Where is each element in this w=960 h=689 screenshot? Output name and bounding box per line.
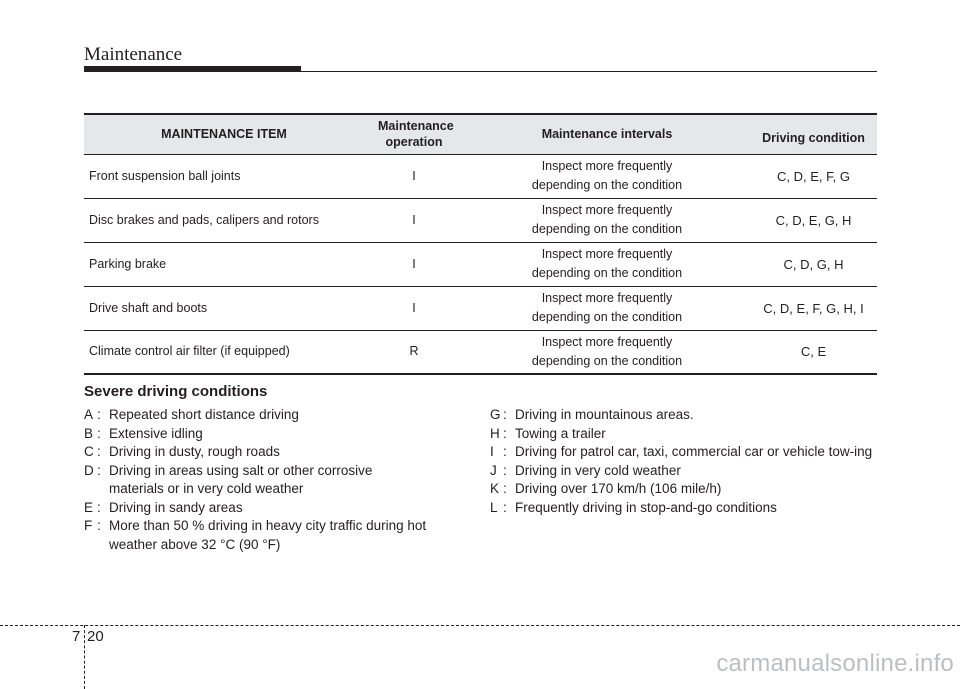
condition-colon: : bbox=[503, 407, 507, 422]
condition-item bbox=[84, 443, 464, 462]
condition-text: Frequently driving in stop-and-go conditions bbox=[515, 499, 777, 515]
condition-letter: G bbox=[490, 407, 501, 422]
condition-colon: : bbox=[503, 444, 507, 459]
condition-text: Towing a trailer bbox=[515, 425, 606, 441]
row-operation: R bbox=[409, 344, 419, 359]
condition-letter: J bbox=[490, 462, 497, 478]
severe-conditions-title: Severe driving conditions bbox=[84, 383, 268, 400]
condition-text: Driving in areas using salt or other corrosive materials or in very cold weather bbox=[109, 462, 373, 496]
condition-letter: A bbox=[84, 407, 94, 422]
row-interval-line1: Inspect more frequently bbox=[541, 334, 673, 349]
table-header-row bbox=[84, 114, 877, 154]
condition-colon: : bbox=[503, 425, 507, 441]
condition-colon: : bbox=[97, 425, 101, 441]
row-operation: I bbox=[412, 300, 416, 315]
condition-colon: : bbox=[97, 407, 101, 422]
row-item: Climate control air filter (if equipped) bbox=[89, 344, 290, 359]
footer-chapter-number: 7 bbox=[72, 628, 81, 645]
row-item: Parking brake bbox=[89, 256, 167, 271]
condition-text: Driving in dusty, rough roads bbox=[109, 444, 280, 459]
condition-item bbox=[84, 499, 464, 518]
condition-colon: : bbox=[503, 481, 507, 496]
table-body bbox=[84, 154, 877, 374]
row-condition: C, D, E, G, H bbox=[775, 212, 852, 228]
header-driving-condition: Driving condition bbox=[762, 131, 865, 146]
condition-item bbox=[490, 406, 885, 425]
row-interval bbox=[464, 154, 750, 198]
condition-item bbox=[490, 499, 885, 518]
condition-item bbox=[84, 517, 464, 554]
footer-dashed-divider bbox=[84, 625, 85, 689]
condition-letter: C bbox=[84, 444, 94, 459]
condition-item bbox=[84, 425, 464, 444]
condition-text: Driving in mountainous areas. bbox=[515, 407, 694, 422]
condition-text: Extensive idling bbox=[109, 425, 203, 441]
condition-colon: : bbox=[97, 444, 101, 459]
table-row bbox=[84, 154, 877, 198]
condition-letter: B bbox=[84, 425, 94, 441]
condition-letter: L bbox=[490, 499, 498, 515]
row-interval-line1: Inspect more frequently bbox=[541, 159, 673, 173]
condition-colon: : bbox=[97, 462, 101, 478]
condition-colon: : bbox=[97, 499, 101, 515]
condition-colon: : bbox=[97, 518, 101, 533]
table-row bbox=[84, 286, 877, 330]
row-operation: I bbox=[412, 168, 416, 183]
row-interval-line2: depending on the condition bbox=[531, 222, 683, 236]
condition-text: Driving in very cold weather bbox=[515, 462, 681, 478]
footer-page-number: 20 bbox=[87, 628, 104, 645]
condition-letter: D bbox=[84, 462, 94, 478]
condition-letter: I bbox=[490, 444, 494, 459]
row-interval-line1: Inspect more frequently bbox=[541, 203, 673, 217]
row-interval bbox=[464, 330, 750, 374]
condition-item bbox=[84, 462, 464, 499]
row-condition: C, E bbox=[800, 344, 827, 360]
row-interval-line1: Inspect more frequently bbox=[541, 247, 673, 261]
watermark-text: carmanualsonline.info bbox=[716, 650, 954, 677]
condition-item bbox=[490, 425, 885, 444]
row-item: Disc brakes and pads, calipers and rotors bbox=[89, 212, 319, 227]
condition-item bbox=[490, 462, 885, 481]
condition-text: Driving over 170 km/h (106 mile/h) bbox=[515, 481, 722, 496]
conditions-right-column bbox=[490, 406, 885, 517]
header-rule-thick bbox=[84, 66, 301, 72]
row-interval-line2: depending on the condition bbox=[531, 353, 683, 368]
row-interval-line1: Inspect more frequently bbox=[541, 291, 673, 305]
conditions-left-column bbox=[84, 406, 464, 554]
header-maintenance-intervals: Maintenance intervals bbox=[541, 127, 673, 142]
table-row bbox=[84, 198, 877, 242]
row-interval bbox=[464, 198, 750, 242]
row-condition: C, D, E, F, G bbox=[777, 168, 850, 184]
condition-letter: F bbox=[84, 518, 93, 533]
condition-letter: H bbox=[490, 425, 500, 441]
condition-item bbox=[490, 480, 885, 499]
header-maintenance-operation: Maintenance operation bbox=[378, 119, 454, 150]
condition-letter: E bbox=[84, 499, 94, 515]
condition-letter: K bbox=[490, 481, 500, 496]
row-interval-line2: depending on the condition bbox=[531, 310, 683, 324]
row-item: Front suspension ball joints bbox=[89, 168, 241, 183]
row-interval bbox=[464, 286, 750, 330]
row-condition: C, D, E, F, G, H, I bbox=[763, 300, 864, 316]
condition-text: More than 50 % driving in heavy city traffic during hot weather above 32 °C (90 °F) bbox=[109, 518, 427, 552]
condition-colon: : bbox=[503, 499, 507, 515]
row-item: Drive shaft and boots bbox=[89, 300, 208, 315]
maintenance-table bbox=[84, 113, 877, 375]
condition-item bbox=[490, 443, 885, 462]
condition-text: Driving for patrol car, taxi, commercial car or vehicle tow-ing bbox=[515, 444, 873, 459]
table-row bbox=[84, 330, 877, 374]
header-maintenance-item: MAINTENANCE ITEM bbox=[161, 127, 287, 142]
row-interval-line2: depending on the condition bbox=[531, 266, 683, 280]
row-interval bbox=[464, 242, 750, 286]
condition-item bbox=[84, 406, 464, 425]
header-rule-thin bbox=[300, 71, 877, 72]
row-operation: I bbox=[412, 212, 416, 227]
condition-colon: : bbox=[503, 462, 507, 478]
condition-text: Repeated short distance driving bbox=[109, 407, 299, 422]
row-interval-line2: depending on the condition bbox=[531, 178, 683, 192]
condition-text: Driving in sandy areas bbox=[109, 499, 243, 515]
table-row bbox=[84, 242, 877, 286]
page-header-title: Maintenance bbox=[84, 44, 183, 65]
footer-dashed-rule bbox=[0, 625, 960, 626]
row-operation: I bbox=[412, 256, 416, 271]
row-condition: C, D, G, H bbox=[783, 256, 844, 272]
